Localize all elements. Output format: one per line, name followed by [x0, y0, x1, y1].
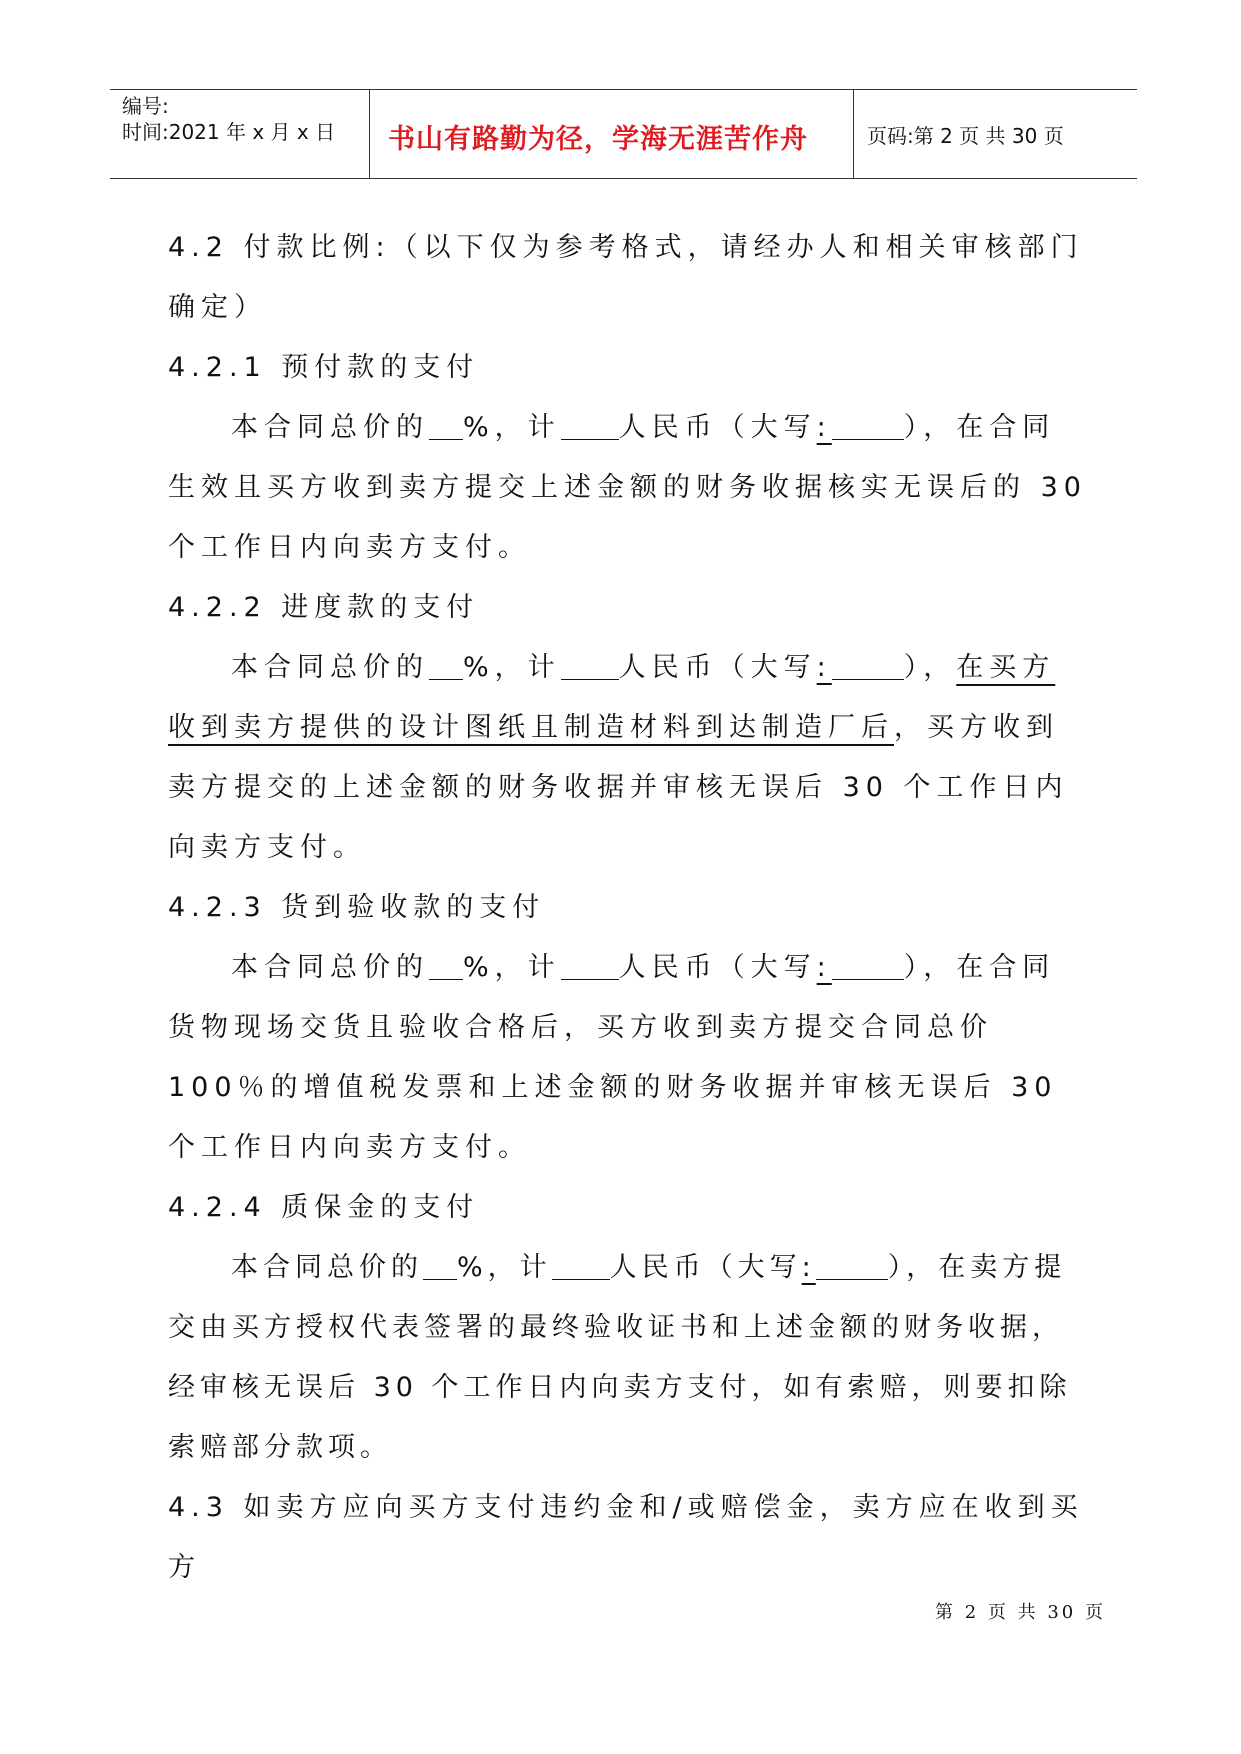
section-heading-4-3: 4.3 如卖方应向买方支付违约金和/或赔偿金，卖方应在收到买方 — [168, 1492, 1084, 1583]
section-heading-4-2-3: 4.2.3 货到验收款的支付 — [168, 892, 546, 923]
capital-amount-blank — [832, 409, 904, 440]
page-footer: 第 2 页 共 30 页 — [935, 1602, 1106, 1623]
amount-blank — [561, 649, 619, 680]
capital-colon: : — [816, 952, 832, 983]
document-body — [168, 218, 1088, 1598]
paragraph-text: %，计 — [457, 1252, 552, 1283]
percent-blank — [429, 649, 463, 680]
capital-colon: : — [816, 652, 832, 683]
percent-blank — [429, 409, 463, 440]
section-heading-4-2-2: 4.2.2 进度款的支付 — [168, 592, 480, 623]
paragraph-advance-payment — [168, 398, 1088, 578]
percent-blank — [423, 1249, 457, 1280]
header-time-label: 时间:2021 年 x 月 x 日 — [122, 120, 336, 144]
header-motto: 书山有路勤为径，学海无涯苦作舟 — [388, 124, 808, 155]
paragraph-text: 本合同总价的 — [231, 652, 429, 683]
paragraph-text: 本合同总价的 — [231, 952, 429, 983]
capital-amount-blank — [832, 649, 904, 680]
paragraph-text: ，买方收到卖方提交的上述金额的财务收据并审核无误后 30 个工作日内向卖方支付。 — [168, 712, 1069, 863]
capital-colon: : — [801, 1252, 816, 1283]
section-heading-4-2-4: 4.2.4 质保金的支付 — [168, 1192, 480, 1223]
paragraph-text: ），在合同货物现场交货且验收合格后，买方收到卖方提交合同总价 100％的增值税发票和上述金额的财务收据并审核无误后 30 个工作日内向卖方支付。 — [168, 952, 1058, 1163]
header-page-label: 页码:第 2 页 共 30 页 — [867, 124, 1064, 148]
page-header — [110, 89, 1137, 179]
amount-blank — [561, 409, 619, 440]
paragraph-text: 人民币（大写 — [618, 652, 817, 683]
header-number-label: 编号: — [122, 94, 169, 118]
paragraph-text: %，计 — [463, 952, 561, 983]
paragraph-text: %，计 — [463, 652, 561, 683]
paragraph-delivery-payment — [168, 938, 1088, 1178]
paragraph-text: ）， — [903, 652, 957, 683]
section-heading-4-2: 4.2 付款比例:（以下仅为参考格式，请经办人和相关审核部门确定） — [168, 232, 1084, 323]
header-divider — [853, 90, 854, 178]
amount-blank — [552, 1249, 610, 1280]
paragraph-text: 人民币（大写 — [609, 1252, 802, 1283]
paragraph-text: 本合同总价的 — [231, 1252, 423, 1283]
underlined-condition: 在买方收到卖方提供的设计图纸且制造材料到达制造厂后 — [168, 652, 1056, 743]
paragraph-progress-payment — [168, 638, 1088, 878]
capital-colon: : — [816, 412, 832, 443]
header-divider — [369, 90, 370, 178]
paragraph-text: ），在合同生效且买方收到卖方提交上述金额的财务收据核实无误后的 30 个工作日内向卖方支付。 — [168, 412, 1087, 563]
section-heading-4-2-1: 4.2.1 预付款的支付 — [168, 352, 480, 383]
capital-amount-blank — [832, 949, 904, 980]
capital-amount-blank — [816, 1249, 888, 1280]
paragraph-text: 本合同总价的 — [231, 412, 429, 443]
percent-blank — [429, 949, 463, 980]
paragraph-text: 人民币（大写 — [618, 952, 817, 983]
paragraph-text: ），在卖方提交由买方授权代表签署的最终验收证书和上述金额的财务收据，经审核无误后 30 个工作日内向卖方支付，如有索赔，则要扣除索赔部分款项。 — [168, 1252, 1072, 1463]
paragraph-text: %，计 — [463, 412, 561, 443]
paragraph-warranty-payment — [168, 1238, 1088, 1478]
amount-blank — [561, 949, 619, 980]
paragraph-text: 人民币（大写 — [618, 412, 817, 443]
